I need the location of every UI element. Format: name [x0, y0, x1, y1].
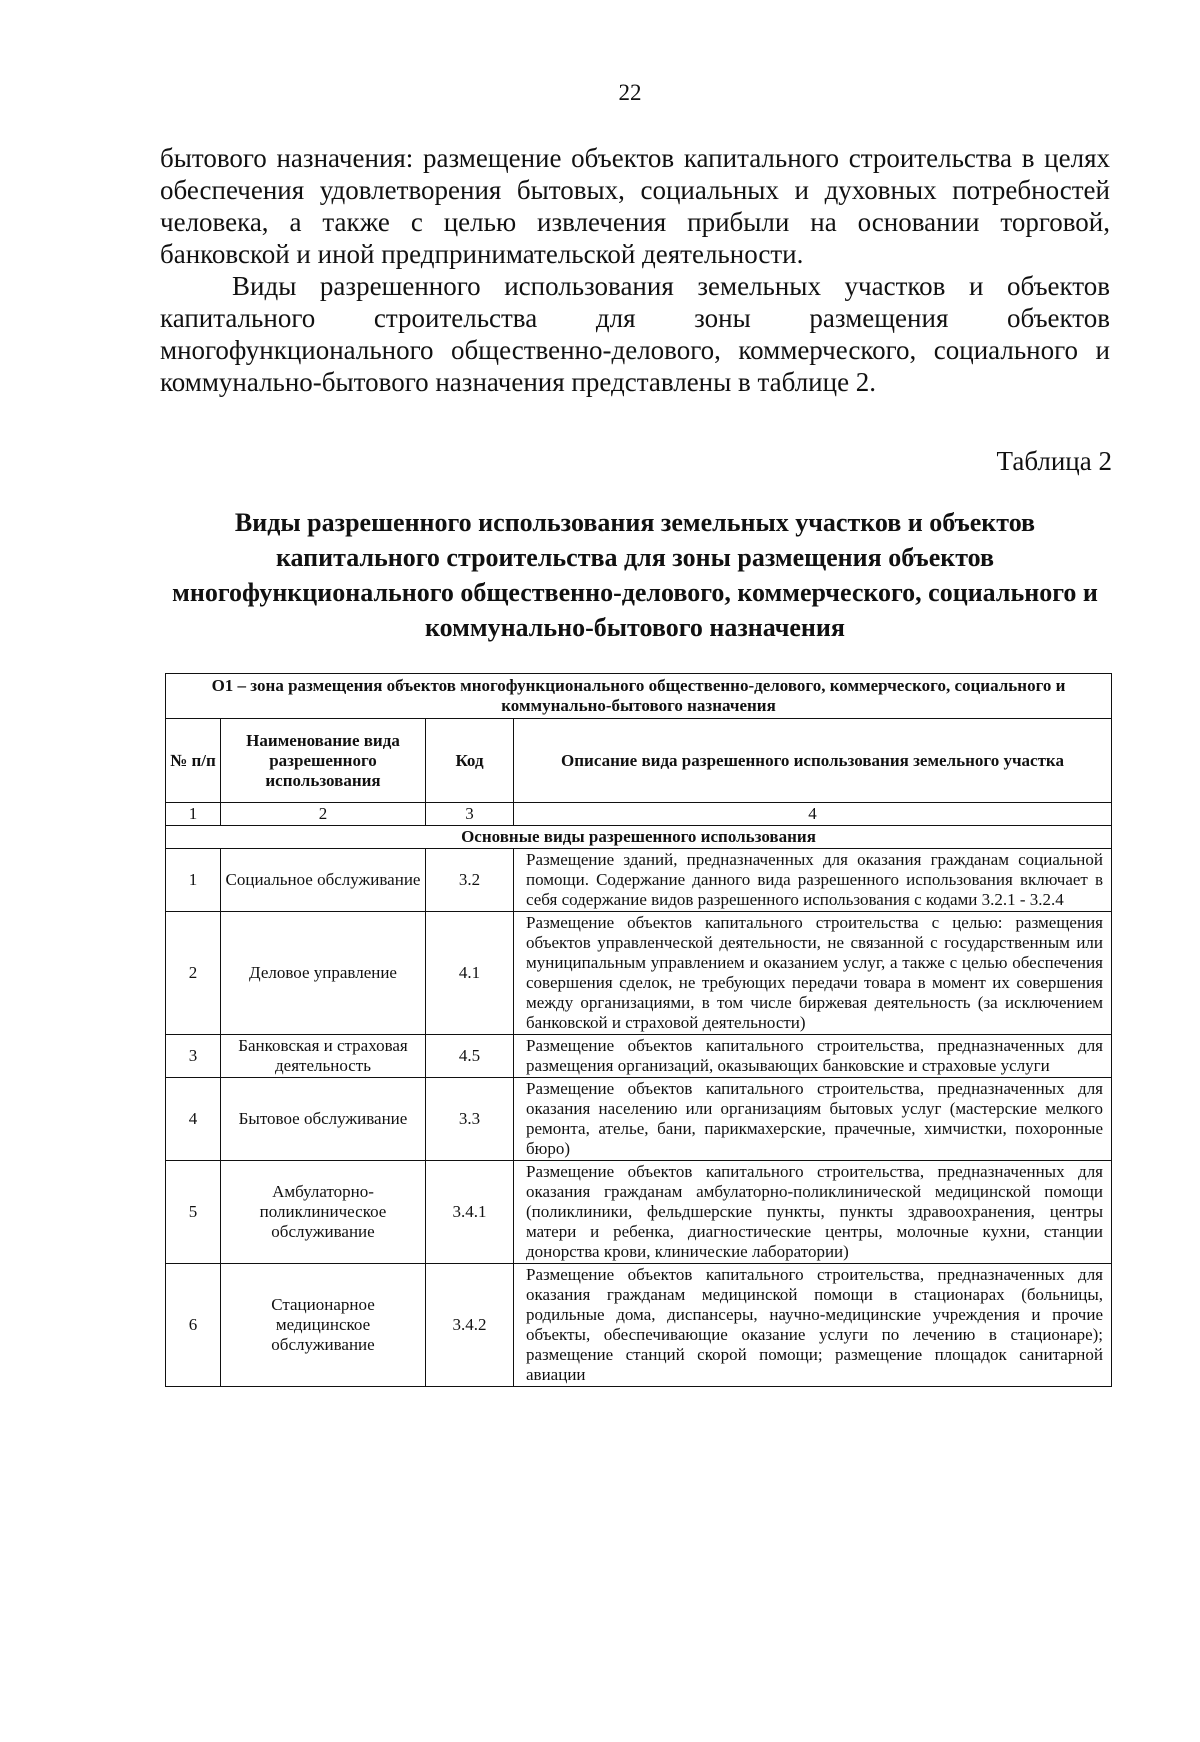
column-number: 4: [514, 803, 1112, 826]
column-header-number: № п/п: [166, 719, 221, 803]
row-description: Размещение объектов капитального строительства, предназначенных для оказания гражданам медицинской помощи в стационарах (больницы, родильные дома, диспансеры, научно-медицинские учреждения и прочие объекты, обеспечивающие оказание услуги по лечению в стационаре); размещение станций скорой помощи; размещение площадок санитарной авиации: [514, 1264, 1112, 1387]
table-row: [166, 912, 1112, 1035]
column-header-code: Код: [426, 719, 514, 803]
zone-header: О1 – зона размещения объектов многофункционального общественно-делового, коммерческого, социального и коммунально-бытового назначения: [166, 674, 1112, 719]
row-description: Размещение объектов капитального строительства, предназначенных для оказания гражданам амбулаторно-поликлинической медицинской помощи (поликлиники, фельдшерские пункты, пункты здравоохранения, центры матери и ребенка, диагностические центры, молочные кухни, станции донорства крови, клинические лаборатории): [514, 1161, 1112, 1264]
row-number: 6: [166, 1264, 221, 1387]
row-description: Размещение зданий, предназначенных для оказания гражданам социальной помощи. Содержание данного вида разрешенного использования включает в себя содержание видов разрешенного использования с кодами 3.2.1 - 3.2.4: [514, 849, 1112, 912]
row-name: Бытовое обслуживание: [221, 1078, 426, 1161]
row-name: Банковская и страховая деятельность: [221, 1035, 426, 1078]
body-paragraph: бытового назначения: размещение объектов капитального строительства в целях обеспечения удовлетворения бытовых, социальных и духовных потребностей человека, а также с целью извлечения прибыли на основании торговой, банковской и иной предпринимательской деятельности.: [160, 143, 1110, 269]
table-caption: Виды разрешенного использования земельных участков и объектов капитального строительства для зоны размещения объектов многофункционального общественно-делового, коммерческого, социального и коммунально-бытового назначения: [172, 508, 1098, 642]
row-description: Размещение объектов капитального строительства, предназначенных для размещения организаций, оказывающих банковские и страховые услуги: [514, 1035, 1112, 1078]
column-number: 2: [221, 803, 426, 826]
row-code: 3.3: [426, 1078, 514, 1161]
column-number: 1: [166, 803, 221, 826]
table-row: [166, 1035, 1112, 1078]
table-row: [166, 1264, 1112, 1387]
column-header-description: Описание вида разрешенного использования земельного участка: [514, 719, 1112, 803]
table-label: Таблица 2: [996, 446, 1112, 476]
column-number: 3: [426, 803, 514, 826]
row-code: 3.4.2: [426, 1264, 514, 1387]
table-row: [166, 1161, 1112, 1264]
row-code: 4.1: [426, 912, 514, 1035]
row-number: 3: [166, 1035, 221, 1078]
row-name: Стационарное медицинское обслуживание: [221, 1264, 426, 1387]
row-number: 4: [166, 1078, 221, 1161]
row-number: 5: [166, 1161, 221, 1264]
row-number: 1: [166, 849, 221, 912]
body-paragraph: Виды разрешенного использования земельных участков и объектов капитального строительства для зоны размещения объектов многофункционального общественно-делового, коммерческого, социального и коммунально-бытового назначения представлены в таблице 2.: [160, 271, 1110, 397]
table-row: [166, 849, 1112, 912]
row-code: 3.2: [426, 849, 514, 912]
row-name: Амбулаторно-поликлиническое обслуживание: [221, 1161, 426, 1264]
row-name: Деловое управление: [221, 912, 426, 1035]
section-header: Основные виды разрешенного использования: [166, 826, 1112, 849]
page-number: 22: [618, 80, 642, 105]
column-header-name: Наименование вида разрешенного использования: [221, 719, 426, 803]
row-name: Социальное обслуживание: [221, 849, 426, 912]
land-use-table: [165, 673, 1112, 1387]
row-description: Размещение объектов капитального строительства, предназначенных для оказания населению или организациям бытовых услуг (мастерские мелкого ремонта, ателье, бани, парикмахерские, прачечные, химчистки, похоронные бюро): [514, 1078, 1112, 1161]
table-row: [166, 1078, 1112, 1161]
row-number: 2: [166, 912, 221, 1035]
row-description: Размещение объектов капитального строительства с целью: размещения объектов управленческой деятельности, не связанной с государственным или муниципальным управлением и оказанием услуг, а также с целью обеспечения совершения сделок, не требующих передачи товара в момент их совершения между организациями, в том числе биржевая деятельность (за исключением банковской и страховой деятельности): [514, 912, 1112, 1035]
row-code: 3.4.1: [426, 1161, 514, 1264]
row-code: 4.5: [426, 1035, 514, 1078]
